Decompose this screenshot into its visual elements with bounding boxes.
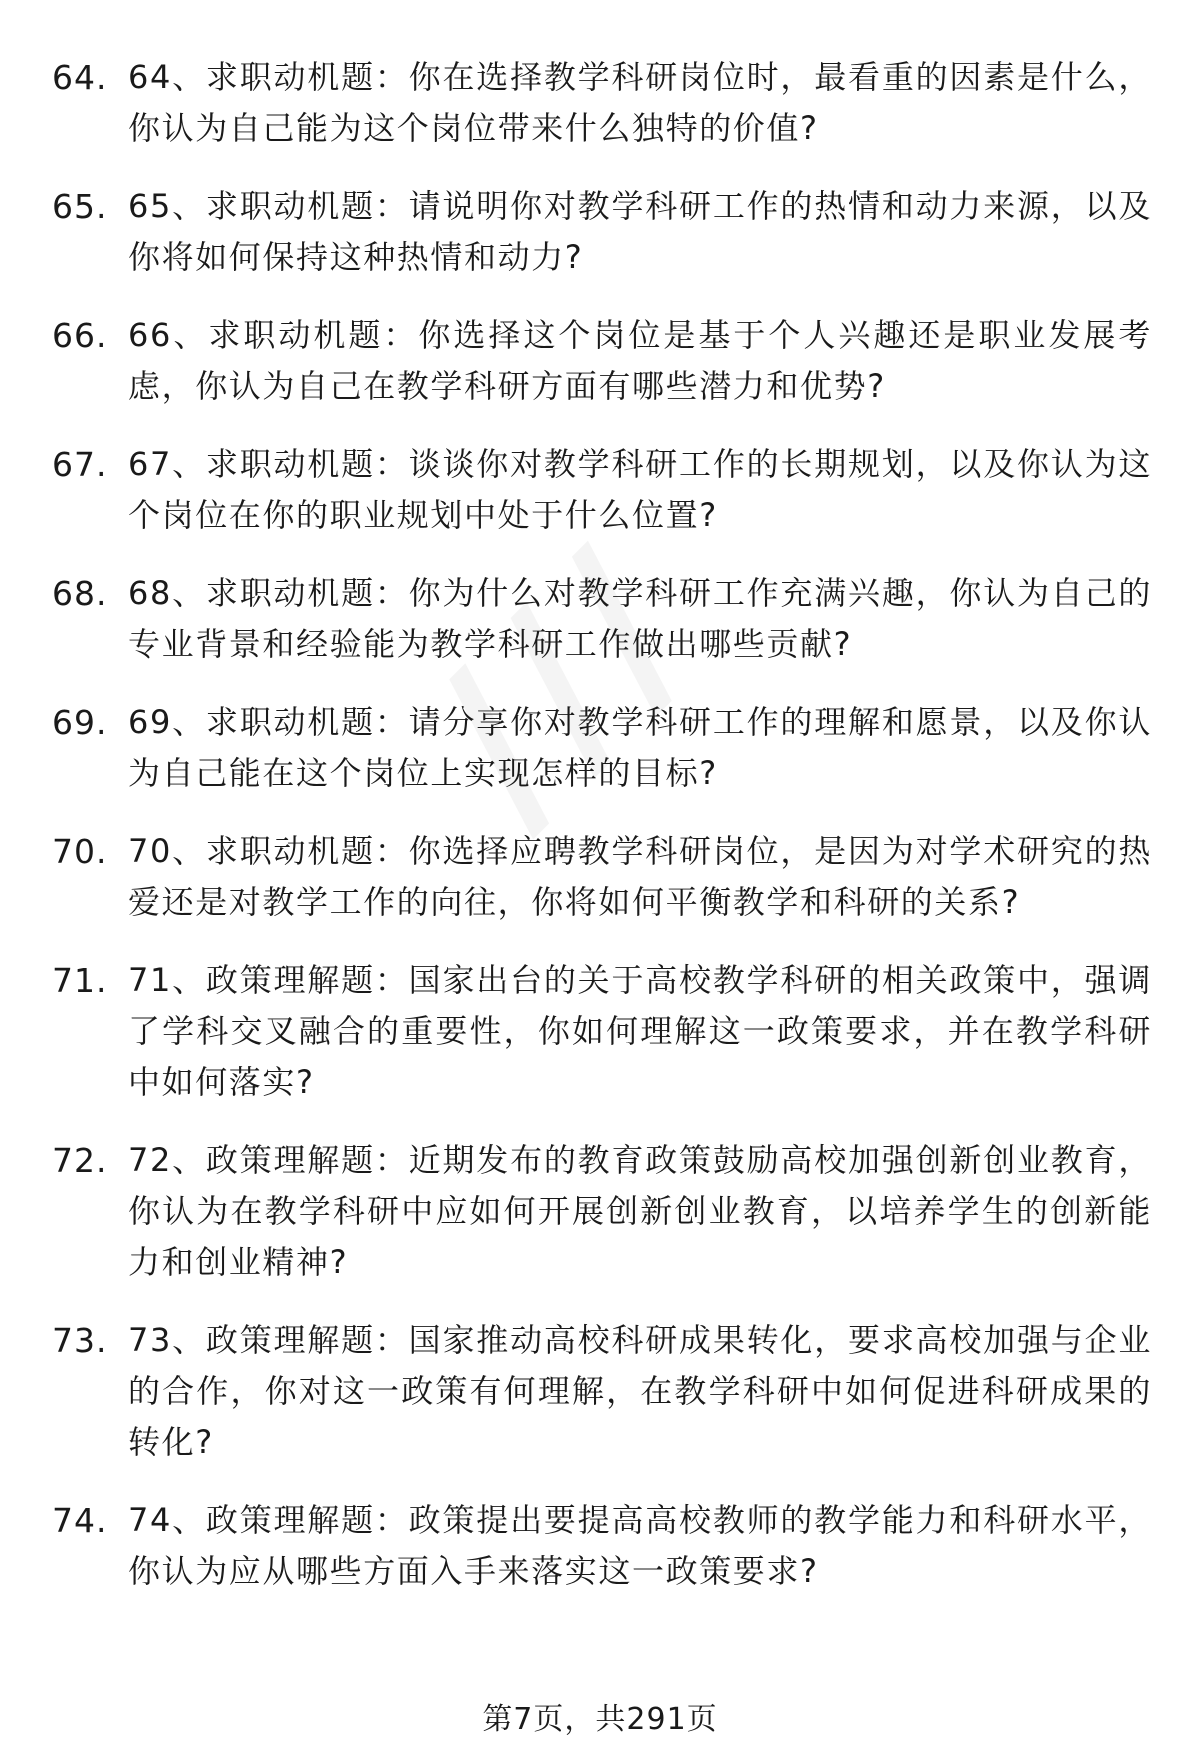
question-text: 72、政策理解题：近期发布的教育政策鼓励高校加强创新创业教育，你认为在教学科研中应如何开展创新创业教育，以培养学生的创新能力和创业精神? (128, 1141, 1152, 1281)
question-text: 65、求职动机题：请说明你对教学科研工作的热情和动力来源，以及你将如何保持这种热情和动力? (128, 187, 1152, 276)
question-text: 64、求职动机题：你在选择教学科研岗位时，最看重的因素是什么，你认为自己能为这个岗位带来什么独特的价值? (128, 58, 1152, 147)
question-item (52, 310, 1152, 412)
question-text: 67、求职动机题：谈谈你对教学科研工作的长期规划，以及你认为这个岗位在你的职业规划中处于什么位置? (128, 445, 1152, 534)
question-item (52, 52, 1152, 154)
question-number: 71. (52, 961, 108, 1000)
question-item (52, 439, 1152, 541)
question-number: 65. (52, 187, 108, 226)
question-number: 73. (52, 1321, 108, 1360)
question-item (52, 1135, 1152, 1288)
question-text: 66、求职动机题：你选择这个岗位是基于个人兴趣还是职业发展考虑，你认为自己在教学科研方面有哪些潜力和优势? (128, 316, 1152, 405)
question-number: 70. (52, 832, 108, 871)
question-list (52, 52, 1152, 1624)
question-number: 67. (52, 445, 108, 484)
question-item (52, 1315, 1152, 1468)
question-text: 68、求职动机题：你为什么对教学科研工作充满兴趣，你认为自己的专业背景和经验能为教学科研工作做出哪些贡献? (128, 574, 1152, 663)
question-text: 69、求职动机题：请分享你对教学科研工作的理解和愿景，以及你认为自己能在这个岗位上实现怎样的目标? (128, 703, 1152, 792)
question-number: 68. (52, 574, 108, 613)
question-item (52, 826, 1152, 928)
page-footer: 第7页，共291页 (482, 1702, 718, 1737)
question-item (52, 697, 1152, 799)
question-item (52, 1495, 1152, 1597)
question-text: 73、政策理解题：国家推动高校科研成果转化，要求高校加强与企业的合作，你对这一政策有何理解，在教学科研中如何促进科研成果的转化? (128, 1321, 1152, 1461)
question-item (52, 181, 1152, 283)
question-number: 72. (52, 1141, 108, 1180)
question-text: 70、求职动机题：你选择应聘教学科研岗位，是因为对学术研究的热爱还是对教学工作的向往，你将如何平衡教学和科研的关系? (128, 832, 1152, 921)
question-number: 64. (52, 58, 108, 97)
question-text: 74、政策理解题：政策提出要提高高校教师的教学能力和科研水平，你认为应从哪些方面入手来落实这一政策要求? (128, 1501, 1152, 1590)
question-number: 74. (52, 1501, 108, 1540)
question-text: 71、政策理解题：国家出台的关于高校教学科研的相关政策中，强调了学科交叉融合的重要性，你如何理解这一政策要求，并在教学科研中如何落实? (128, 961, 1152, 1101)
question-item (52, 955, 1152, 1108)
question-number: 66. (52, 316, 108, 355)
question-number: 69. (52, 703, 108, 742)
question-item (52, 568, 1152, 670)
